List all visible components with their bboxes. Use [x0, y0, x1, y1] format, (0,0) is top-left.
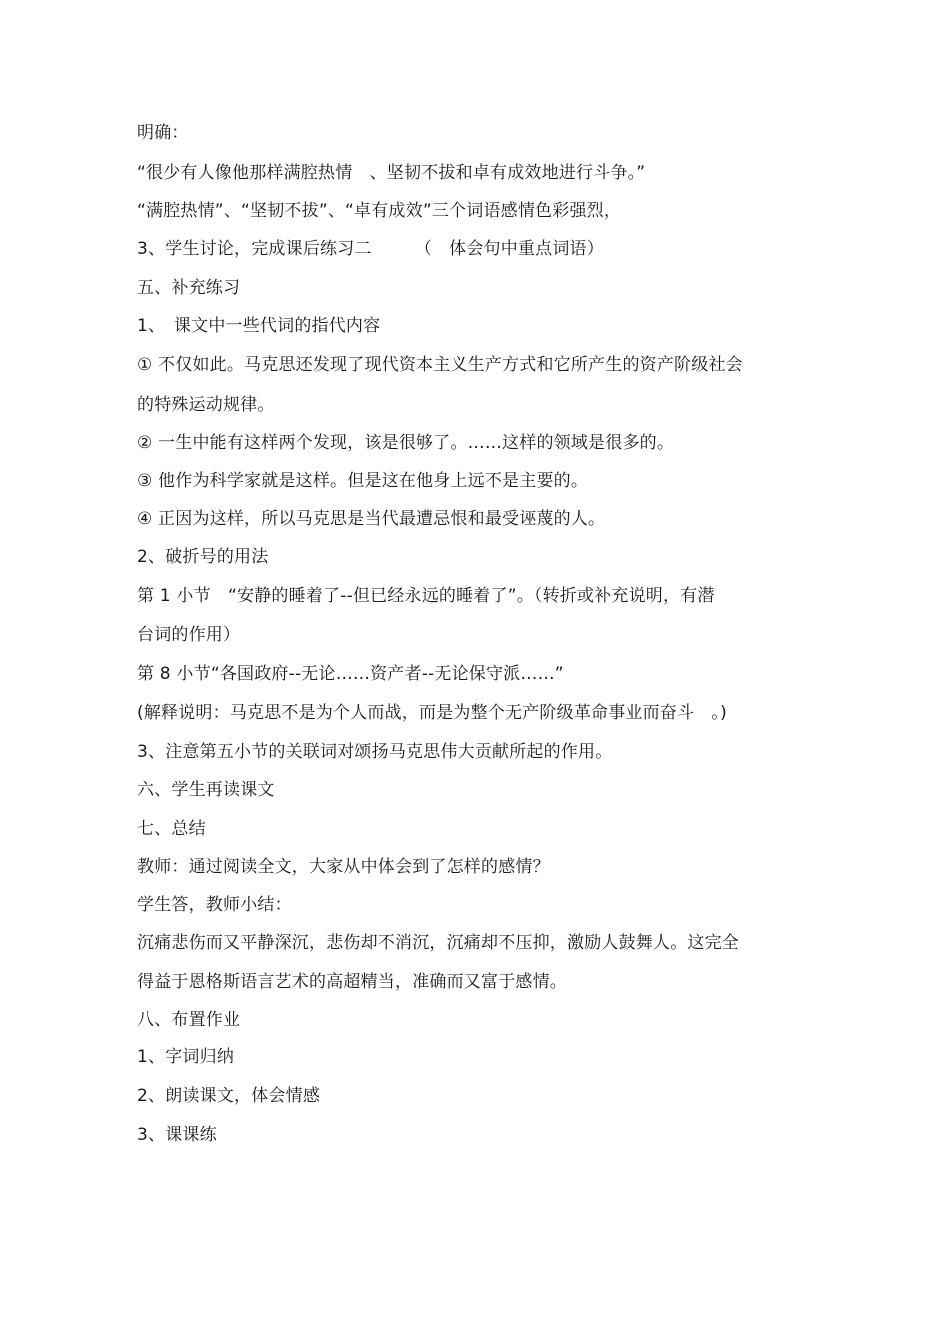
text-line: 第 1 小节 “安静的睡着了--但已经永远的睡着了”。（转折或补充说明，有潜: [137, 586, 715, 606]
section-heading: 五、补充练习: [137, 278, 241, 298]
text-line: ① 不仅如此。马克思还发现了现代资本主义生产方式和它所产生的资产阶级社会: [137, 355, 743, 375]
text-line: (解释说明：马克思不是为个人而战，而是为整个无产阶级革命事业而奋斗 。): [137, 703, 727, 723]
text-line: 1、 课文中一些代词的指代内容: [137, 316, 381, 336]
text-line: 3、注意第五小节的关联词对颂扬马克思伟大贡献所起的作用。: [137, 742, 613, 762]
text-line: 台词的作用）: [137, 625, 241, 645]
text-line: 得益于恩格斯语言艺术的高超精当，准确而又富于感情。: [137, 972, 567, 992]
text-line: 3、学生讨论，完成课后练习二 （ 体会句中重点词语）: [137, 239, 604, 259]
text-line: 第 8 小节“各国政府--无论……资产者--无论保守派……”: [137, 664, 564, 684]
text-line: 3、课课练: [137, 1125, 217, 1145]
text-line: 学生答，教师小结：: [137, 895, 292, 915]
text-line: ④ 正因为这样，所以马克思是当代最遭忌恨和最受诬蔑的人。: [137, 509, 606, 529]
text-line: 明确：: [137, 123, 189, 143]
text-line: ② 一生中能有这样两个发现，该是很够了。……这样的领域是很多的。: [137, 433, 675, 453]
text-line: 的特殊运动规律。: [137, 395, 275, 415]
section-heading: 六、学生再读课文: [137, 780, 275, 800]
text-line: 2、破折号的用法: [137, 547, 269, 567]
text-line: “很少有人像他那样满腔热情 、坚韧不拔和卓有成效地进行斗争。”: [137, 163, 646, 183]
text-line: ③ 他作为科学家就是这样。但是这在他身上远不是主要的。: [137, 471, 589, 491]
text-line: 2、朗读课文，体会情感: [137, 1086, 321, 1106]
text-line: 教师：通过阅读全文，大家从中体会到了怎样的感情？: [137, 857, 550, 877]
section-heading: 八、布置作业: [137, 1010, 241, 1030]
section-heading: 七、总结: [137, 819, 206, 839]
text-line: “满腔热情”、“坚韧不拔”、“卓有成效”三个词语感情色彩强烈，: [137, 201, 622, 221]
text-line: 1、字词归纳: [137, 1047, 235, 1067]
text-line: 沉痛悲伤而又平静深沉，悲伤却不消沉，沉痛却不压抑，激励人鼓舞人。这完全: [137, 933, 739, 953]
